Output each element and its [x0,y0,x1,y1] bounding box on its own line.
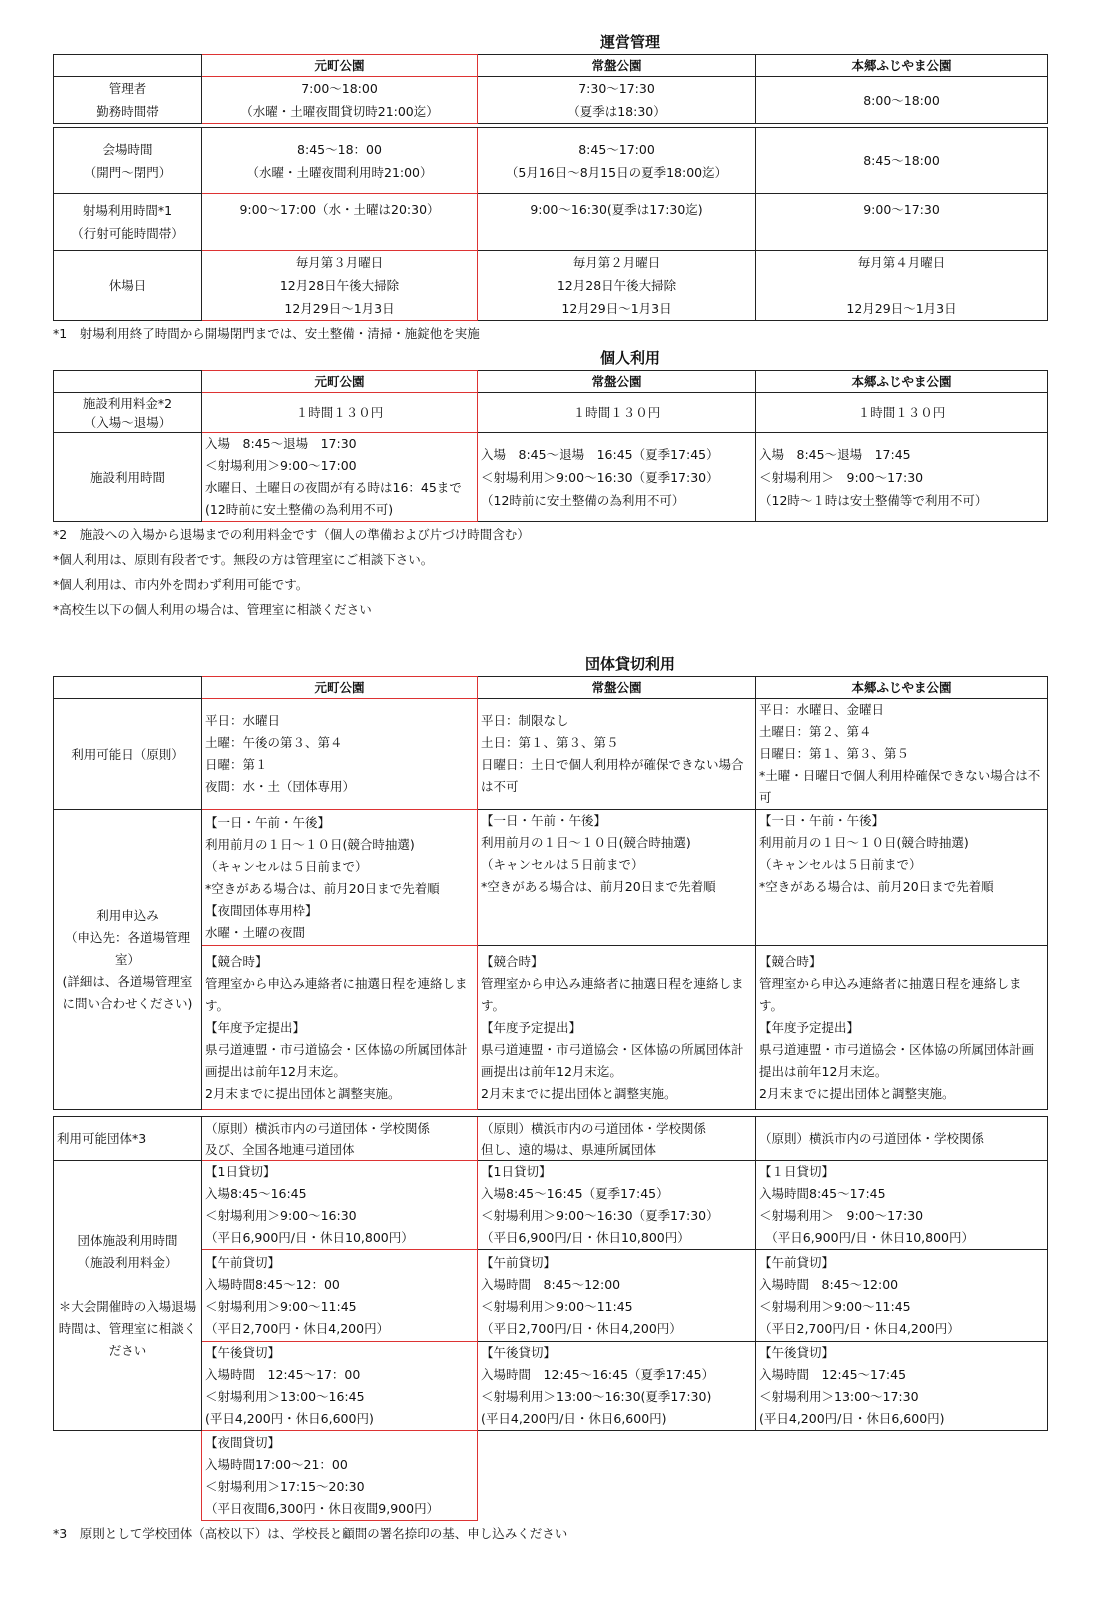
table-row [54,433,1048,522]
table-cell: 8:00〜18:00 [756,77,1048,124]
table-cell: 【午後貸切】 入場時間 12:45〜16:45（夏季17:45） ＜射場利用＞13:00〜16:30(夏季17:30) (平日4,200円/日・休日6,600円) [478,1342,756,1431]
row-label: 休場日 [54,251,202,321]
table-cell: １時間１３０円 [756,393,1048,433]
table-cell: 【競合時】 管理室から申込み連絡者に抽選日程を連絡します。 【年度予定提出】 県弓道連盟・市弓道協会・区体協の所属団体計画提出は前年12月末迄。 2月末までに提出団体と調整実施。 [478,946,756,1110]
table-cell: 入場 8:45〜退場 17:45 ＜射場利用＞ 9:00〜17:30 （12時〜１時は安土整備等で利用不可） [756,433,1048,522]
table-cell: 9:00〜17:30 [756,194,1048,251]
row-label: 施設利用料金*2 （入場〜退場） [54,393,202,433]
table-cell: 【午後貸切】 入場時間 12:45〜17:45 ＜射場利用＞13:00〜17:30 (平日4,200円/日・休日6,600円) [756,1342,1048,1431]
section-title-group: 団体貸切利用 [584,655,675,673]
footnote: *1 射場利用終了時間から開場閉門までは、安土整備・清掃・施錠他を実施 [53,326,480,341]
table-row [54,946,1048,1110]
table-cell: 【競合時】 管理室から申込み連絡者に抽選日程を連絡します。 【年度予定提出】 県弓道連盟・市弓道協会・区体協の所属団体計画提出は前年12月末迄。 2月末までに提出団体と調整実施。 [756,946,1048,1110]
table-cell: 毎月第３月曜日 12月28日午後大掃除 12月29日〜1月3日 [202,251,478,321]
table-row [54,251,1048,321]
group-table [53,676,1048,1521]
table-cell: 【競合時】 管理室から申込み連絡者に抽選日程を連絡します。 【年度予定提出】 県弓道連盟・市弓道協会・区体協の所属団体計画提出は前年12月末迄。 2月末までに提出団体と調整実施。 [202,946,478,1110]
row-label: 利用可能日（原則） [54,699,202,810]
table-row [54,1117,1048,1161]
row-label: 射場利用時間*1 （行射可能時間帯） [54,194,202,251]
header-tokiwa: 常盤公園 [478,55,756,77]
document-page [53,30,1047,1546]
table-cell: （原則）横浜市内の弓道団体・学校関係 及び、全国各地連弓道団体 [202,1117,478,1161]
footnote: *個人利用は、市内外を問わず利用可能です。 [53,577,309,592]
table-cell: 【１日貸切】 入場時間8:45〜17:45 ＜射場利用＞ 9:00〜17:30 （平日6,900円/日・休日10,800円） [756,1161,1048,1250]
footnote: *2 施設への入場から退場までの利用料金です（個人の準備および片づけ時間含む） [53,527,530,542]
table-row [54,128,1048,194]
header-motomachi: 元町公園 [202,677,478,699]
table-row [54,77,1048,124]
row-label: 利用可能団体*3 [54,1117,202,1161]
row-label: 利用申込み （申込先：各道場管理室） (詳細は、各道場管理室に問い合わせください) [54,810,202,1110]
table-cell: １時間１３０円 [202,393,478,433]
table-cell: 【1日貸切】 入場8:45〜16:45 ＜射場利用＞9:00〜16:30 （平日6,900円/日・休日10,800円） [202,1161,478,1250]
table-cell: 8:45〜18：00 （水曜・土曜夜間利用時21:00） [202,128,478,194]
table-cell: 【午前貸切】 入場時間 8:45〜12:00 ＜射場利用＞9:00〜11:45 （平日2,700円/日・休日4,200円） [756,1250,1048,1342]
table-cell: 7:30〜17:30 （夏季は18:30） [478,77,756,124]
table-cell: 平日：水曜日 土曜：午後の第３、第４ 日曜：第１ 夜間：水・土（団体専用） [202,699,478,810]
individual-table [53,370,1048,522]
table-header-row [54,677,1048,699]
table-cell: （原則）横浜市内の弓道団体・学校関係 [756,1117,1048,1161]
table-cell: 8:45〜18:00 [756,128,1048,194]
management-table [53,54,1048,321]
header-motomachi: 元町公園 [202,371,478,393]
table-cell: 【午後貸切】 入場時間 12:45〜17：00 ＜射場利用＞13:00〜16:45 (平日4,200円・休日6,600円) [202,1342,478,1431]
table-cell: 【午前貸切】 入場時間8:45〜12：00 ＜射場利用＞9:00〜11:45 （平日2,700円・休日4,200円） [202,1250,478,1342]
table-cell: 9:00〜16:30(夏季は17:30迄) [478,194,756,251]
table-cell: 【一日・午前・午後】 利用前月の１日〜１０日(競合時抽選) （キャンセルは５日前まで） *空きがある場合は、前月20日まで先着順 【夜間団体専用枠】 水曜・土曜の夜間 [202,810,478,946]
table-cell: 平日：水曜日、金曜日 土曜日：第２、第４ 日曜日：第１、第３、第５ *土曜・日曜日で個人利用枠確保できない場合は不可 [756,699,1048,810]
table-cell: 平日：制限なし 土日：第１、第３、第５ 日曜日：土日で個人利用枠が確保できない場合は不可 [478,699,756,810]
table-cell: （原則）横浜市内の弓道団体・学校関係 但し、遠的場は、県連所属団体 [478,1117,756,1161]
table-cell: 【午前貸切】 入場時間 8:45〜12:00 ＜射場利用＞9:00〜11:45 （平日2,700円/日・休日4,200円） [478,1250,756,1342]
table-row [54,699,1048,810]
table-header-row [54,55,1048,77]
header-hongo: 本郷ふじやま公園 [756,677,1048,699]
table-row [54,1161,1048,1250]
table-cell: 7:00〜18:00 （水曜・土曜夜間貸切時21:00迄） [202,77,478,124]
table-cell: 【夜間貸切】 入場時間17:00〜21：00 ＜射場利用＞17:15〜20:30 （平日夜間6,300円・休日夜間9,900円） [202,1431,478,1521]
table-cell: 入場 8:45〜退場 16:45（夏季17:45） ＜射場利用＞9:00〜16:30（夏季17:30） （12時前に安土整備の為利用不可） [478,433,756,522]
table-cell: 8:45〜17:00 （5月16日〜8月15日の夏季18:00迄） [478,128,756,194]
table-cell: 【1日貸切】 入場8:45〜16:45（夏季17:45） ＜射場利用＞9:00〜16:30（夏季17:30） （平日6,900円/日・休日10,800円） [478,1161,756,1250]
table-row [54,1250,1048,1342]
table-row [54,810,1048,946]
row-label: 団体施設利用時間 （施設利用料金） ＊大会開催時の入場退場時間は、管理室に相談ください [54,1161,202,1431]
footnote: *個人利用は、原則有段者です。無段の方は管理室にご相談下さい。 [53,552,434,567]
table-cell: 毎月第４月曜日 12月29日〜1月3日 [756,251,1048,321]
section-title-individual: 個人利用 [599,349,660,367]
table-cell: 毎月第２月曜日 12月28日午後大掃除 12月29日〜1月3日 [478,251,756,321]
row-label: 管理者 勤務時間帯 [54,77,202,124]
table-row [54,194,1048,251]
header-motomachi: 元町公園 [202,55,478,77]
header-tokiwa: 常盤公園 [478,371,756,393]
table-cell: 9:00〜17:00（水・土曜は20:30） [202,194,478,251]
table-cell: 【一日・午前・午後】 利用前月の１日〜１０日(競合時抽選) （キャンセルは５日前まで） *空きがある場合は、前月20日まで先着順 [756,810,1048,946]
table-row [54,1431,1048,1521]
header-hongo: 本郷ふじやま公園 [756,55,1048,77]
footnote: *高校生以下の個人利用の場合は、管理室に相談ください [53,602,372,617]
footnote: *3 原則として学校団体（高校以下）は、学校長と顧問の署名捺印の基、申し込みください [53,1526,568,1541]
table-cell: 【一日・午前・午後】 利用前月の１日〜１０日(競合時抽選) （キャンセルは５日前まで） *空きがある場合は、前月20日まで先着順 [478,810,756,946]
row-label: 施設利用時間 [54,433,202,522]
table-row [54,1342,1048,1431]
header-hongo: 本郷ふじやま公園 [756,371,1048,393]
header-tokiwa: 常盤公園 [478,677,756,699]
row-label: 会場時間 （開門〜閉門） [54,128,202,194]
table-cell: 入場 8:45〜退場 17:30 ＜射場利用＞9:00〜17:00 水曜日、土曜日の夜間が有る時は16：45まで (12時前に安土整備の為利用不可) [202,433,478,522]
table-header-row [54,371,1048,393]
section-title-management: 運営管理 [599,33,660,51]
table-cell: １時間１３０円 [478,393,756,433]
table-row [54,393,1048,433]
